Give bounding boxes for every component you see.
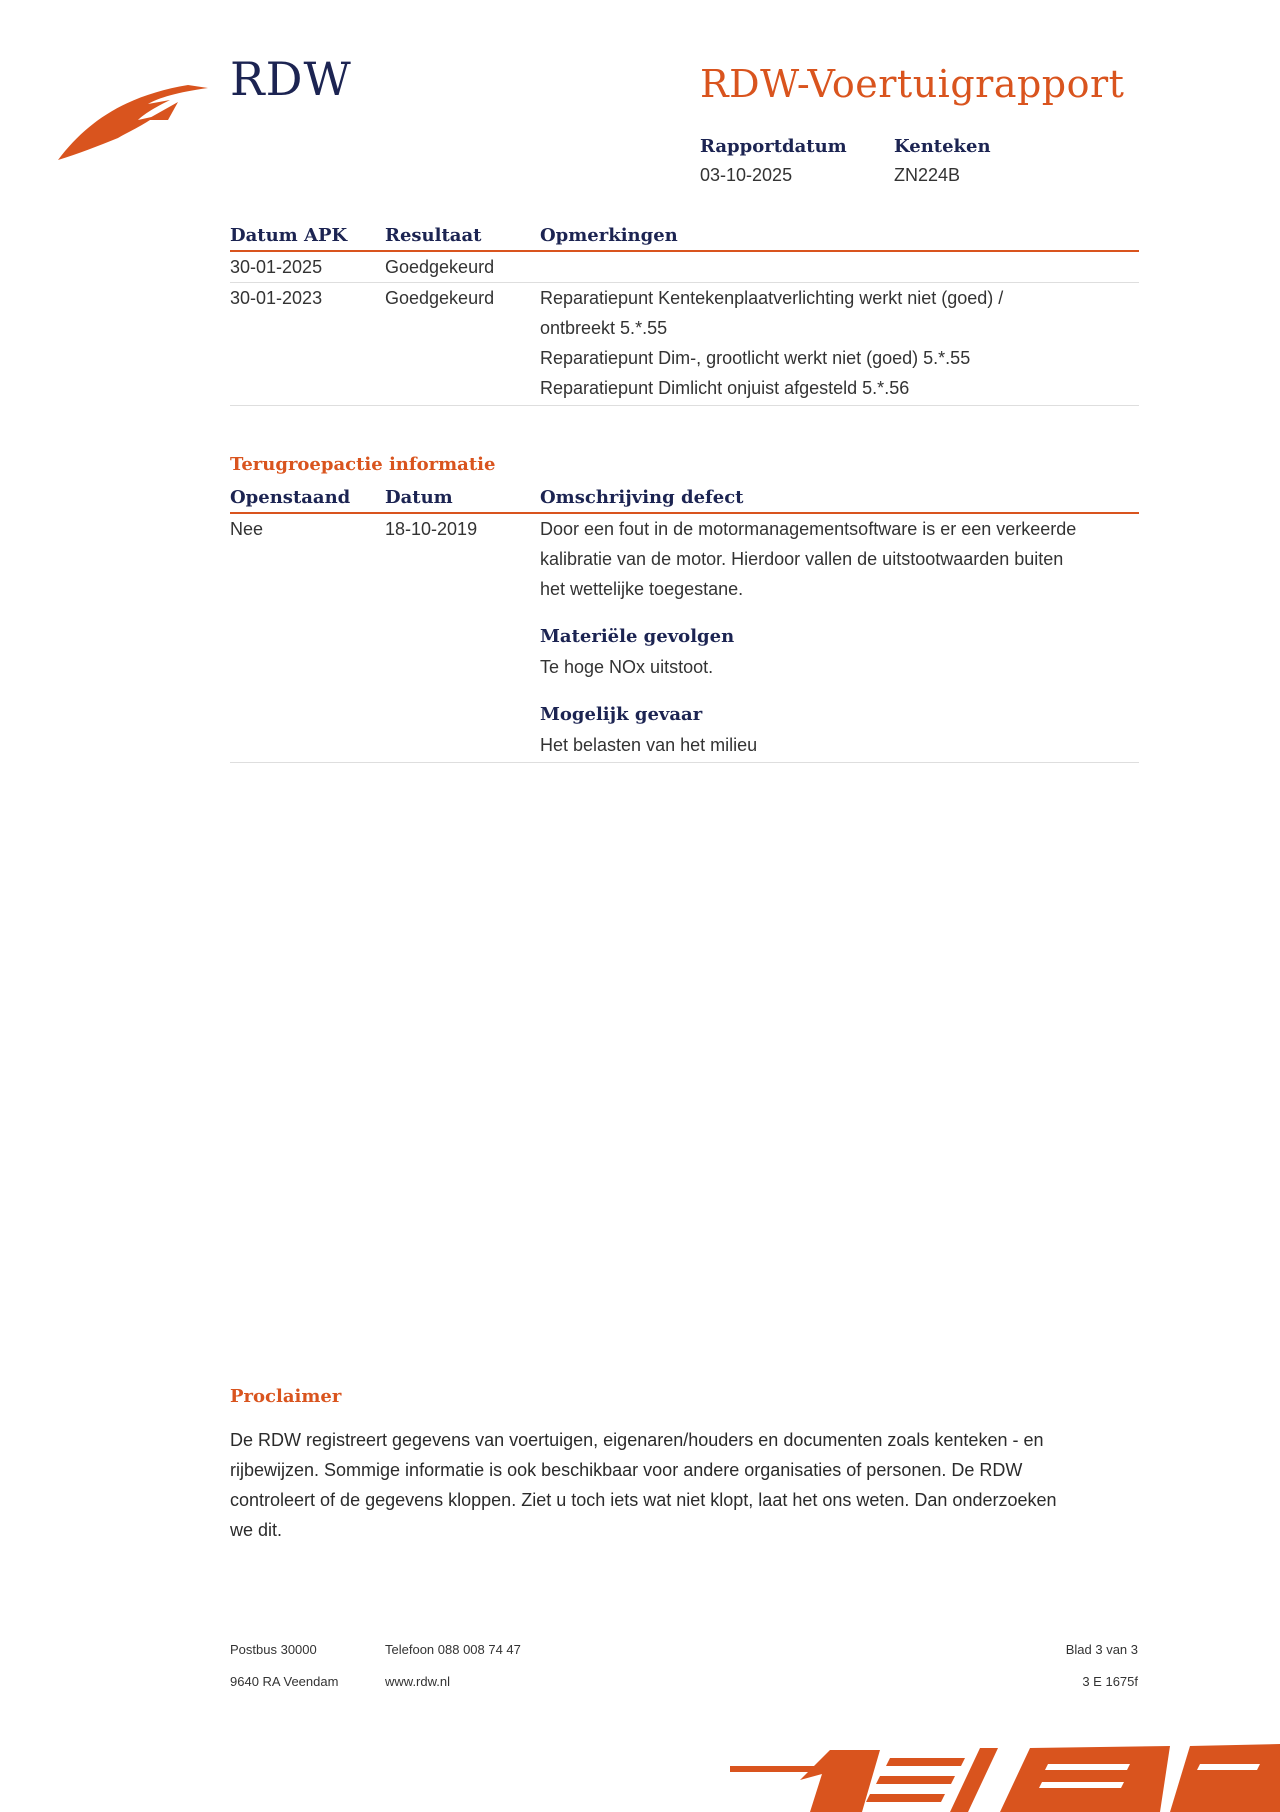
page-title: RDW-Voertuigrapport: [700, 62, 1125, 106]
recall-section-title: Terugroepactie informatie: [230, 454, 496, 475]
footer-postbus: Postbus 30000: [230, 1642, 317, 1657]
col-header-defect: Omschrijving defect: [540, 487, 744, 508]
table-row: [230, 283, 1139, 406]
apk-date: 30-01-2025: [230, 257, 323, 277]
logo-text: RDW: [230, 52, 352, 106]
recall-description: [540, 514, 1139, 760]
apk-remarks: [540, 283, 1139, 403]
remark-line: Reparatiepunt Dimlicht onjuist afgesteld 5.*.56: [540, 378, 910, 398]
rdw-stripes-graphic-icon: [730, 1738, 1280, 1812]
plate-label: Kenteken: [894, 136, 991, 157]
plate-value: ZN224B: [894, 165, 961, 185]
report-date-block: [700, 136, 847, 186]
apk-date: 30-01-2023: [230, 288, 323, 308]
report-date-label: Rapportdatum: [700, 136, 847, 157]
apk-remarks: [540, 252, 1139, 282]
recall-table: [230, 484, 1139, 763]
danger-text: Het belasten van het milieu: [540, 735, 758, 755]
recall-table-header: [230, 484, 1139, 514]
col-header-result: Resultaat: [385, 225, 482, 246]
footer-doc-code: 3 E 1675f: [1082, 1674, 1138, 1689]
proclaimer-title: Proclaimer: [230, 1386, 342, 1407]
description-line: Door een fout in de motormanagementsoftware is er een verkeerde: [540, 519, 1077, 539]
consequences-label: Materiële gevolgen: [540, 626, 735, 647]
proclaimer-line: controleert of de gegevens kloppen. Ziet u toch iets wat niet klopt, laat het ons weten. Dan onderzoeken: [230, 1490, 1057, 1510]
col-header-open: Openstaand: [230, 487, 351, 508]
proclaimer-text: [230, 1425, 1120, 1545]
apk-result: Goedgekeurd: [385, 257, 495, 277]
plate-block: [894, 136, 991, 186]
danger-label: Mogelijk gevaar: [540, 704, 703, 725]
recall-open: Nee: [230, 519, 264, 539]
table-row: [230, 514, 1139, 763]
report-date-value: 03-10-2025: [700, 165, 793, 185]
rdw-wing-logo-icon: [58, 80, 208, 162]
description-line: het wettelijke toegestane.: [540, 579, 744, 599]
col-header-remarks: Opmerkingen: [540, 225, 678, 246]
footer-page-number: Blad 3 van 3: [1065, 1642, 1138, 1657]
remark-line: Reparatiepunt Kentekenplaatverlichting werkt niet (goed) /: [540, 288, 1004, 308]
proclaimer-line: we dit.: [230, 1520, 283, 1540]
table-row: [230, 252, 1139, 283]
remark-line: ontbreekt 5.*.55: [540, 318, 668, 338]
proclaimer-line: rijbewijzen. Sommige informatie is ook beschikbaar voor andere organisaties of personen. De RDW: [230, 1460, 1023, 1480]
proclaimer-line: De RDW registreert gegevens van voertuigen, eigenaren/houders en documenten zoals kenteken - en: [230, 1430, 1044, 1450]
footer-city: 9640 RA Veendam: [230, 1674, 339, 1689]
apk-result: Goedgekeurd: [385, 288, 495, 308]
apk-table: [230, 222, 1139, 406]
remark-line: Reparatiepunt Dim-, grootlicht werkt niet (goed) 5.*.55: [540, 348, 971, 368]
consequences-text: Te hoge NOx uitstoot.: [540, 657, 714, 677]
col-header-date: Datum: [385, 487, 453, 508]
recall-date: 18-10-2019: [385, 519, 478, 539]
col-header-date-apk: Datum APK: [230, 225, 348, 246]
footer-phone: Telefoon 088 008 74 47: [385, 1642, 521, 1657]
description-line: kalibratie van de motor. Hierdoor vallen de uitstootwaarden buiten: [540, 549, 1064, 569]
apk-table-header: [230, 222, 1139, 252]
footer-web[interactable]: www.rdw.nl: [385, 1674, 451, 1689]
